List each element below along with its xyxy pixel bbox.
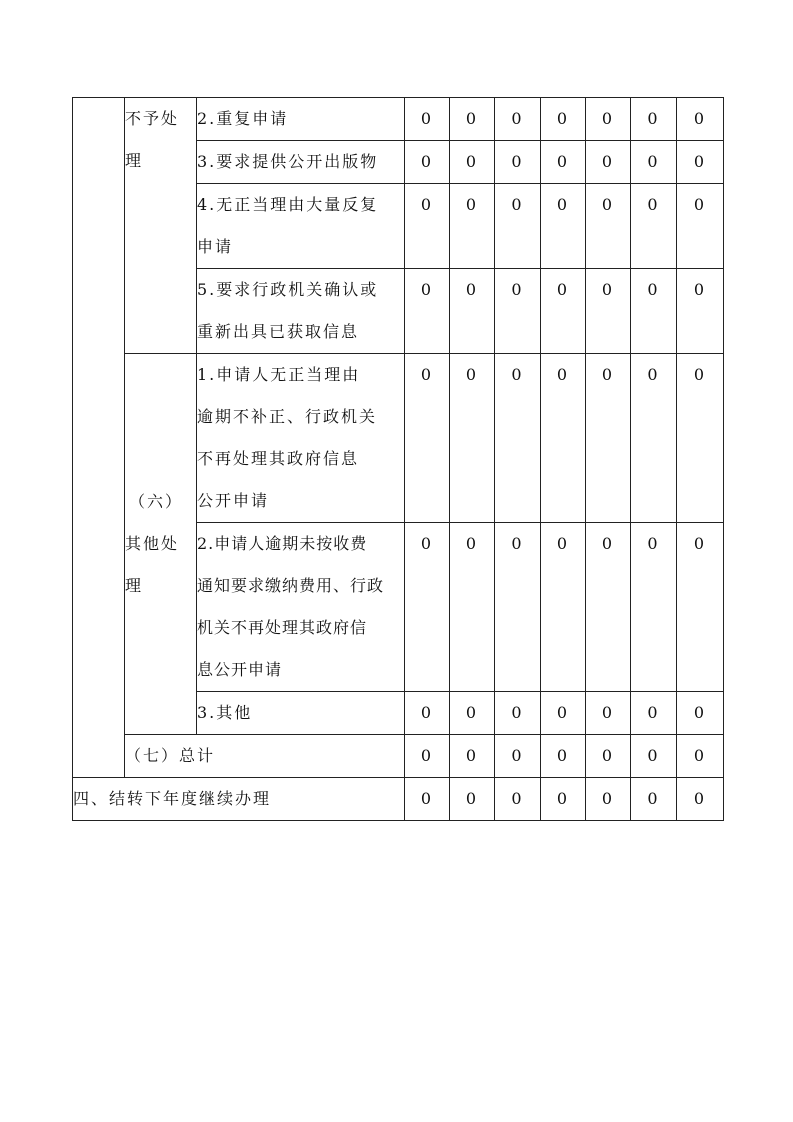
value-cell: 0 (450, 184, 495, 269)
value-cell: 0 (495, 184, 541, 269)
item-label: 3.要求提供公开出版物 (197, 141, 405, 184)
value-cell: 0 (586, 778, 631, 821)
value-cell: 0 (631, 354, 677, 523)
value-cell: 0 (677, 354, 724, 523)
item-label: 1.申请人无正当理由 逾期不补正、行政机关 不再处理其政府信息 公开申请 (197, 354, 405, 523)
value-cell: 0 (450, 269, 495, 354)
value-cell: 0 (586, 184, 631, 269)
value-cell: 0 (677, 269, 724, 354)
category-label: 其他处 (125, 534, 180, 553)
value-cell: 0 (586, 523, 631, 692)
value-cell: 0 (541, 269, 586, 354)
value-cell: 0 (495, 778, 541, 821)
value-cell: 0 (495, 354, 541, 523)
carry-over-label: 四、结转下年度继续办理 (73, 778, 405, 821)
value-cell: 0 (677, 184, 724, 269)
item-label: 4.无正当理由大量反复 申请 (197, 184, 405, 269)
value-cell: 0 (405, 778, 450, 821)
value-cell: 0 (541, 98, 586, 141)
category-no-process (125, 98, 197, 354)
value-cell: 0 (677, 523, 724, 692)
value-cell: 0 (586, 354, 631, 523)
value-cell: 0 (586, 141, 631, 184)
value-cell: 0 (541, 523, 586, 692)
value-cell: 0 (677, 692, 724, 735)
value-cell: 0 (405, 354, 450, 523)
value-cell: 0 (631, 98, 677, 141)
value-cell: 0 (495, 692, 541, 735)
item-label: 2.申请人逾期未按收费 通知要求缴纳费用、行政 机关不再处理其政府信 息公开申请 (197, 523, 405, 692)
total-label: （七）总计 (125, 735, 405, 778)
section-three-spacer (73, 98, 125, 778)
value-cell: 0 (495, 269, 541, 354)
value-cell: 0 (541, 692, 586, 735)
value-cell: 0 (405, 184, 450, 269)
category-label: （六） (129, 492, 184, 511)
value-cell: 0 (586, 692, 631, 735)
value-cell: 0 (495, 98, 541, 141)
table-row (73, 98, 724, 141)
table-row-total (73, 735, 724, 778)
value-cell: 0 (450, 98, 495, 141)
value-cell: 0 (541, 354, 586, 523)
value-cell: 0 (405, 735, 450, 778)
table-row-carry-over (73, 778, 724, 821)
value-cell: 0 (450, 692, 495, 735)
value-cell: 0 (631, 692, 677, 735)
value-cell: 0 (631, 141, 677, 184)
value-cell: 0 (586, 735, 631, 778)
value-cell: 0 (405, 98, 450, 141)
item-label: 3.其他 (197, 692, 405, 735)
category-label: 理 (125, 151, 144, 170)
category-label: 理 (125, 576, 144, 595)
value-cell: 0 (586, 269, 631, 354)
value-cell: 0 (631, 735, 677, 778)
category-label: 不予处 (125, 109, 180, 128)
value-cell: 0 (541, 778, 586, 821)
value-cell: 0 (631, 184, 677, 269)
value-cell: 0 (677, 778, 724, 821)
value-cell: 0 (405, 523, 450, 692)
value-cell: 0 (450, 523, 495, 692)
value-cell: 0 (450, 354, 495, 523)
value-cell: 0 (495, 735, 541, 778)
value-cell: 0 (405, 269, 450, 354)
statistics-table (72, 97, 724, 821)
value-cell: 0 (450, 778, 495, 821)
value-cell: 0 (495, 523, 541, 692)
value-cell: 0 (495, 141, 541, 184)
value-cell: 0 (541, 141, 586, 184)
value-cell: 0 (677, 98, 724, 141)
value-cell: 0 (631, 269, 677, 354)
value-cell: 0 (586, 98, 631, 141)
value-cell: 0 (450, 141, 495, 184)
value-cell: 0 (405, 692, 450, 735)
value-cell: 0 (631, 523, 677, 692)
item-label: 5.要求行政机关确认或 重新出具已获取信息 (197, 269, 405, 354)
item-label: 2.重复申请 (197, 98, 405, 141)
value-cell: 0 (541, 735, 586, 778)
value-cell: 0 (450, 735, 495, 778)
value-cell: 0 (631, 778, 677, 821)
value-cell: 0 (405, 141, 450, 184)
category-other (125, 354, 197, 735)
value-cell: 0 (677, 735, 724, 778)
value-cell: 0 (677, 141, 724, 184)
table-row (73, 354, 724, 523)
value-cell: 0 (541, 184, 586, 269)
